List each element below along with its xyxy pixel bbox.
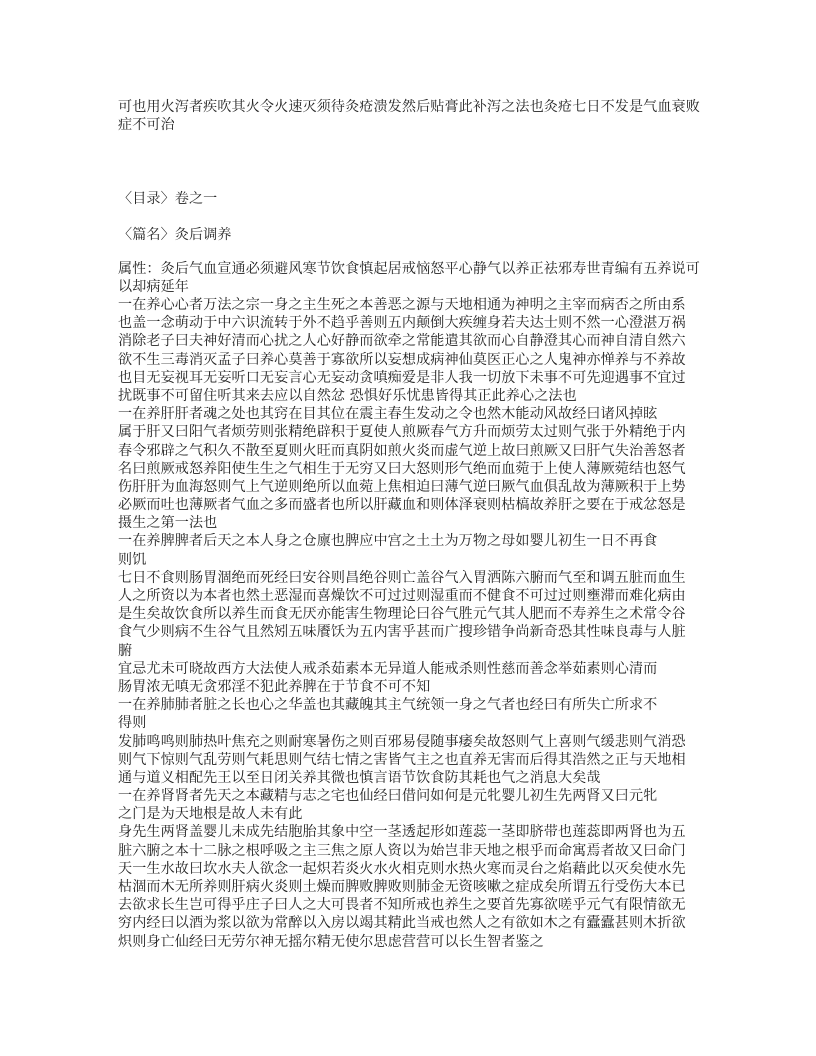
body-line: 一在养肾肾者先天之本藏精与志之宅也仙经曰借问如何是元牝婴儿初生先两肾又曰元牝 [118,788,658,805]
body-line: 也盖一念萌动于中六识流转于外不趋乎善则五内颠倒大疾缠身若夫达士则不然一心澄湛万祸 [118,315,686,332]
body-line: 得则 [118,715,147,732]
body-line: 扰既事不可留住听其来去应以自然忿 恐惧好乐忧患皆得其正此养心之法也 [118,387,577,404]
body-line: 春令邪辟之气积久不散至夏则火旺而真阴如煎火炎而虚气逆上故曰煎厥又曰肝气失治善怒者 [118,442,686,459]
attribute-line: 属性：灸后气血宣通必须避风寒节饮食慎起居戒恼怒平心静气以养正祛邪寿世青编有五养说可 [118,261,700,277]
body-line: 枯涸而木无所养则肝病火炎则土燥而脾败脾败则肺金无资咳嗽之症成矣所谓五行受伤大本已 [118,879,686,895]
body-line: 宜忌尤未可晓故西方大法使人戒杀茹素本无异道人能戒杀则性慈而善念举茹素则心清而 [118,660,658,677]
body-line: 一在养肝肝者魂之处也其窍在目其位在震主春生发动之令也然木能动风故经曰诸风掉眩 [118,406,658,423]
toc-text: 〈目录〉卷之一 [118,191,218,207]
body-line: 则饥 [118,551,147,568]
body-line: 身先生两肾盖婴儿未成先结胞胎其象中空一茎透起形如莲蕊一茎即脐带也莲蕊即两肾也为五 [118,824,686,841]
body-line: 一在养脾脾者后天之本人身之仓廪也脾应中宫之土土为万物之母如婴儿初生一日不再食 [118,533,658,550]
body-line: 必厥而吐也薄厥者气血之多而盛者也所以肝藏血和则体泽衰则枯槁故养肝之要在于戒忿怒是 [118,497,686,514]
body-line: 名曰煎厥戒怒养阳使生生之气相生于无穷又曰大怒则形气绝而血菀于上使人薄厥菀结也怒气 [118,460,686,477]
body-line: 人之所资以为本者也然土恶湿而喜燥饮不可过过则湿重而不健食不可过过则壅滞而难化病由 [118,588,686,604]
body-line: 欲不生三毒消灭孟子曰养心莫善于寡欲所以妄想成病神仙莫医正心之人鬼神亦惮养与不养故 [118,351,686,368]
body-line: 摄生之第一法也 [118,515,218,532]
body-line: 去欲求长生岂可得乎庄子曰人之大可畏者不知所戒也养生之要首先寡欲嗟乎元气有限情欲无 [118,897,686,914]
body-line: 腑 [118,642,133,659]
body-line: 一在养肺肺者脏之长也心之华盖也其藏魄其主气统领一身之气者也经曰有所失亡所求不 [118,697,658,714]
body-line: 炽则身亡仙经曰无劳尔神无摇尔精无使尔思虑营营可以长生智者鉴之 [118,933,544,950]
body-line: 一在养心心者万法之宗一身之主生死之本善恶之源与天地相通为神明之主宰而病否之所由系 [118,297,686,313]
body-line: 也目无妄视耳无妄听口无妄言心无妄动贪嗔痴爱是非人我一切放下未事不可先迎遇事不宜过 [118,369,686,386]
body-line: 伤肝肝为血海怒则气上气逆则绝所以血菀上焦相迫曰薄气逆曰厥气血俱乱故为薄厥积于上势 [118,478,686,495]
body-line: 天一生水故曰坎水夫人欲念一起炽若炎火水火相克则水热火寒而灵台之焰藉此以灭矣使水先 [118,860,686,877]
body-line: 脏六腑之本十二脉之根呼吸之主三焦之原人资以为始岂非天地之根乎而命寓焉者故又曰命门 [118,842,686,859]
attribute-line: 以却病延年 [118,279,189,296]
body-line: 是生矣故饮食所以养生而食无厌亦能害生物理论曰谷气胜元气其人肥而不寿养生之术常令谷 [118,606,686,623]
intro-line: 症不可治 [118,117,175,134]
body-line: 穷内经曰以酒为浆以欲为常醉以入房以竭其精此当戒也然人之有欲如木之有蠹蠹甚则木折欲 [118,915,686,932]
body-line: 发肺鸣鸣则肺热叶焦充之则耐寒暑伤之则百邪易侵随事痿矣故怒则气上喜则气缓悲则气消恐 [118,733,686,750]
toc-heading [118,190,708,208]
body-line: 之门是为天地根是故人未有此 [118,806,303,823]
body-line: 通与道义相配先王以至日闭关养其微也慎言语节饮食防其耗也气之消息大矣哉 [118,769,601,786]
intro-paragraph [118,98,708,134]
body-paragraph [118,296,708,951]
chapter-text: 〈篇名〉灸后调养 [118,227,232,243]
attribute-paragraph [118,260,708,296]
chapter-heading [118,226,708,244]
body-line: 七日不食则肠胃涸绝而死经曰安谷则昌绝谷则亡盖谷气入胃洒陈六腑而气至和调五脏而血生 [118,569,686,586]
body-line: 食气少则病不生谷气且然矧五味餍饫为五内害乎甚而广搜珍错争尚新奇恐其性味良毒与人脏 [118,624,686,641]
intro-line: 可也用火泻者疾吹其火令火速灭须待灸疮溃发然后贴膏此补泻之法也灸疮七日不发是气血衰败 [118,99,700,115]
body-line: 消除老子曰夫神好清而心扰之人心好静而欲牵之常能遣其欲而心自静澄其心而神自清自然六 [118,333,686,350]
body-line: 肠胃浓无嗔无贪邪淫不犯此养脾在于节食不可不知 [118,678,431,695]
body-line: 属于肝又曰阳气者烦劳则张精绝辟积于夏使人煎厥春气方升而烦劳太过则气张于外精绝于内 [118,424,686,441]
body-line: 则气下惊则气乱劳则气耗思则气结七情之害皆气主之也直养无害而后得其浩然之正与天地相 [118,751,686,768]
